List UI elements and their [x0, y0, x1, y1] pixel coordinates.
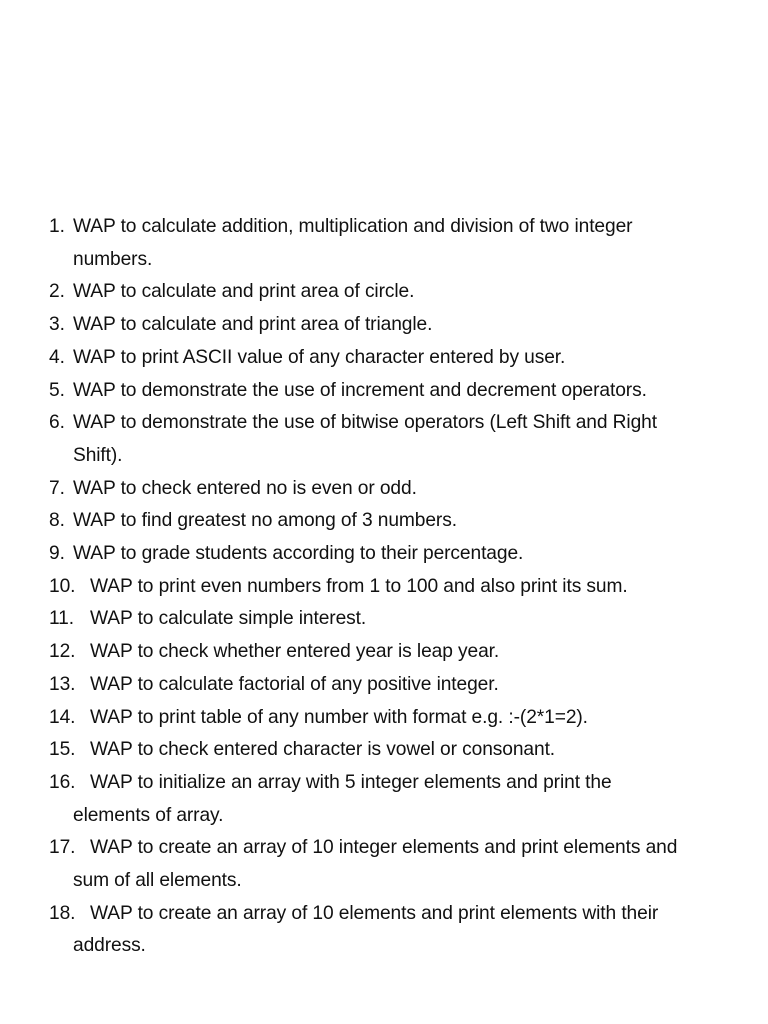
- list-item: [49, 473, 754, 506]
- item-number: 1.: [49, 216, 65, 237]
- list-item: [49, 571, 754, 604]
- item-number: 9.: [49, 543, 65, 565]
- list-item: [49, 603, 754, 636]
- item-text-line: WAP to demonstrate the use of bitwise operators (Left Shift and Right: [73, 412, 657, 434]
- item-number: 13.: [49, 673, 76, 695]
- item-text: WAP to print even numbers from 1 to 100 and also print its sum.: [90, 575, 628, 597]
- list-item: [49, 505, 754, 538]
- item-number: 7.: [49, 477, 65, 499]
- list-item: [49, 342, 754, 375]
- item-text-continuation: address.: [73, 935, 146, 957]
- item-text-continuation: numbers.: [73, 248, 153, 270]
- item-text: WAP to calculate factorial of any positive integer.: [90, 673, 499, 695]
- item-text-continuation: elements of array.: [73, 804, 224, 826]
- item-text: [73, 898, 754, 963]
- item-text: [73, 407, 754, 472]
- item-number: 5.: [49, 379, 65, 401]
- item-text-continuation: Shift).: [73, 444, 123, 466]
- item-number: 11.: [49, 608, 74, 630]
- item-text: WAP to print ASCII value of any character entered by user.: [73, 346, 566, 368]
- item-number: 18.: [49, 902, 76, 924]
- item-text: WAP to find greatest no among of 3 numbers.: [73, 510, 457, 532]
- item-number: 12.: [49, 641, 76, 663]
- item-text: WAP to calculate simple interest.: [90, 608, 367, 630]
- item-number: 16.: [49, 771, 76, 793]
- list-item: [49, 211, 754, 276]
- item-text-continuation: sum of all elements.: [73, 870, 242, 892]
- list-item: [49, 767, 754, 832]
- item-text-line: WAP to create an array of 10 elements and print elements with their: [90, 902, 659, 924]
- program-list: [49, 211, 754, 963]
- list-item: [49, 309, 754, 342]
- item-text-line: WAP to create an array of 10 integer elements and print elements and: [90, 837, 678, 859]
- list-item: [49, 898, 754, 963]
- list-item: [49, 276, 754, 309]
- item-text: WAP to check entered no is even or odd.: [73, 477, 417, 499]
- item-text: WAP to calculate and print area of circle.: [73, 281, 415, 303]
- list-item: [49, 669, 754, 702]
- list-item: [49, 375, 754, 408]
- item-text: [73, 832, 754, 897]
- item-number: 6.: [49, 412, 65, 434]
- item-text: WAP to calculate and print area of triangle.: [73, 314, 433, 336]
- item-number: 17.: [49, 837, 76, 859]
- list-item: [49, 734, 754, 767]
- item-number: 4.: [49, 346, 65, 368]
- item-number: 10.: [49, 575, 76, 597]
- list-item: [49, 636, 754, 669]
- item-number: 3.: [49, 314, 65, 336]
- list-item: [49, 832, 754, 897]
- item-text: WAP to print table of any number with format e.g. :-(2*1=2).: [90, 706, 588, 728]
- item-number: 2.: [49, 281, 65, 303]
- item-text-line: WAP to calculate addition, multiplication and division of two integer: [73, 216, 633, 237]
- list-item: [49, 407, 754, 472]
- list-item: [49, 702, 754, 735]
- list-item: [49, 538, 754, 571]
- item-number: 14.: [49, 706, 76, 728]
- item-text-line: WAP to initialize an array with 5 integer elements and print the: [90, 771, 612, 793]
- item-number: 15.: [49, 739, 76, 761]
- item-text: WAP to demonstrate the use of increment and decrement operators.: [73, 379, 647, 401]
- item-number: 8.: [49, 510, 65, 532]
- item-text: WAP to check whether entered year is leap year.: [90, 641, 500, 663]
- item-text: WAP to grade students according to their percentage.: [73, 543, 524, 565]
- item-text: WAP to check entered character is vowel or consonant.: [90, 739, 556, 761]
- item-text: [73, 767, 754, 832]
- item-text: [73, 211, 754, 276]
